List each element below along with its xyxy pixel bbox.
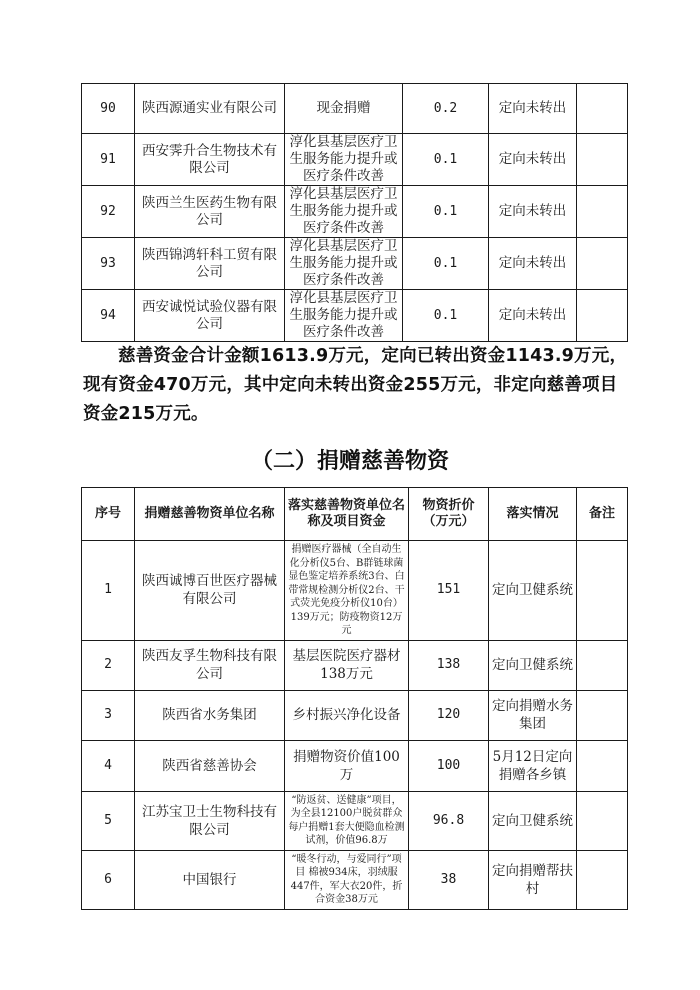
donor-unit: 西安诚悦试验仪器有限公司 (135, 290, 285, 342)
status: 定向未转出 (489, 134, 577, 186)
note (577, 541, 628, 641)
value: 96.8 (409, 791, 489, 850)
status: 5月12日定向捐赠各乡镇 (489, 740, 577, 791)
row-number: 5 (82, 791, 135, 850)
value: 151 (409, 541, 489, 641)
cash-donation-table (81, 83, 628, 342)
status: 定向未转出 (489, 186, 577, 238)
fund-summary-paragraph: 慈善资金合计金额1613.9万元，定向已转出资金1143.9万元，现有资金470万元，其中定向未转出资金255万元，非定向慈善项目资金215万元。 (83, 346, 628, 424)
row-number: 3 (82, 690, 135, 740)
status: 定向未转出 (489, 238, 577, 290)
project: “防返贫、送健康”项目，为全县12100户脱贫群众每户捐赠1套大便隐血检测试剂，价值96.8万 (285, 791, 409, 850)
status: 定向卫健系统 (489, 791, 577, 850)
table-row (82, 84, 628, 134)
value: 138 (409, 640, 489, 690)
amount: 0.1 (403, 238, 489, 290)
row-number: 93 (82, 238, 135, 290)
note (577, 84, 628, 134)
material-donation-table (81, 487, 628, 910)
section-title: （二）捐赠慈善物资 (250, 449, 449, 474)
status: 定向未转出 (489, 290, 577, 342)
table-row (82, 186, 628, 238)
table-row (82, 850, 628, 909)
value: 38 (409, 850, 489, 909)
project: “暖冬行动，与爱同行”项目 棉被934床，羽绒服447件，军大衣20件，折合资金38万元 (285, 850, 409, 909)
status: 定向卫健系统 (489, 640, 577, 690)
note (577, 134, 628, 186)
status: 定向卫健系统 (489, 541, 577, 641)
row-number: 94 (82, 290, 135, 342)
row-number: 91 (82, 134, 135, 186)
table-row (82, 290, 628, 342)
project: 现金捐赠 (285, 84, 403, 134)
row-number: 2 (82, 640, 135, 690)
row-number: 6 (82, 850, 135, 909)
header-project: 落实慈善物资单位名称及项目资金 (285, 488, 409, 541)
row-number: 90 (82, 84, 135, 134)
project: 捐赠医疗器械（全自动生化分析仪5台、B群链球菌显色鉴定培养系统3台、白带常规检测分析仪2台、干式荧光免疫分析仪10台）139万元；防疫物资12万元 (285, 541, 409, 641)
donor-unit: 陕西友孚生物科技有限公司 (135, 640, 285, 690)
table-row (82, 640, 628, 690)
table-header-row (82, 488, 628, 541)
value: 120 (409, 690, 489, 740)
note (577, 238, 628, 290)
row-number: 4 (82, 740, 135, 791)
project: 基层医院医疗器材138万元 (285, 640, 409, 690)
table-row (82, 541, 628, 641)
row-number: 1 (82, 541, 135, 641)
donor-unit: 陕西省慈善协会 (135, 740, 285, 791)
project: 淳化县基层医疗卫生服务能力提升或医疗条件改善 (285, 134, 403, 186)
donor-unit: 陕西兰生医药生物有限公司 (135, 186, 285, 238)
header-value: 物资折价（万元） (409, 488, 489, 541)
donor-unit: 江苏宝卫士生物科技有限公司 (135, 791, 285, 850)
header-status: 落实情况 (489, 488, 577, 541)
header-note: 备注 (577, 488, 628, 541)
note (577, 290, 628, 342)
value: 100 (409, 740, 489, 791)
note (577, 791, 628, 850)
row-number: 92 (82, 186, 135, 238)
table-row (82, 134, 628, 186)
note (577, 690, 628, 740)
project: 乡村振兴净化设备 (285, 690, 409, 740)
note (577, 850, 628, 909)
donor-unit: 陕西源通实业有限公司 (135, 84, 285, 134)
project: 淳化县基层医疗卫生服务能力提升或医疗条件改善 (285, 186, 403, 238)
donor-unit: 陕西省水务集团 (135, 690, 285, 740)
status: 定向未转出 (489, 84, 577, 134)
project: 淳化县基层医疗卫生服务能力提升或医疗条件改善 (285, 290, 403, 342)
table-row (82, 791, 628, 850)
note (577, 186, 628, 238)
donor-unit: 陕西锦鸿轩科工贸有限公司 (135, 238, 285, 290)
table-row (82, 238, 628, 290)
note (577, 640, 628, 690)
project: 捐赠物资价值100万 (285, 740, 409, 791)
donor-unit: 陕西诚博百世医疗器械有限公司 (135, 541, 285, 641)
header-no: 序号 (82, 488, 135, 541)
donor-unit: 中国银行 (135, 850, 285, 909)
amount: 0.1 (403, 186, 489, 238)
table-row (82, 690, 628, 740)
header-unit: 捐赠慈善物资单位名称 (135, 488, 285, 541)
table-row (82, 740, 628, 791)
donor-unit: 西安霁升合生物技术有限公司 (135, 134, 285, 186)
note (577, 740, 628, 791)
status: 定向捐赠水务集团 (489, 690, 577, 740)
status: 定向捐赠帮扶村 (489, 850, 577, 909)
amount: 0.1 (403, 290, 489, 342)
amount: 0.2 (403, 84, 489, 134)
project: 淳化县基层医疗卫生服务能力提升或医疗条件改善 (285, 238, 403, 290)
amount: 0.1 (403, 134, 489, 186)
